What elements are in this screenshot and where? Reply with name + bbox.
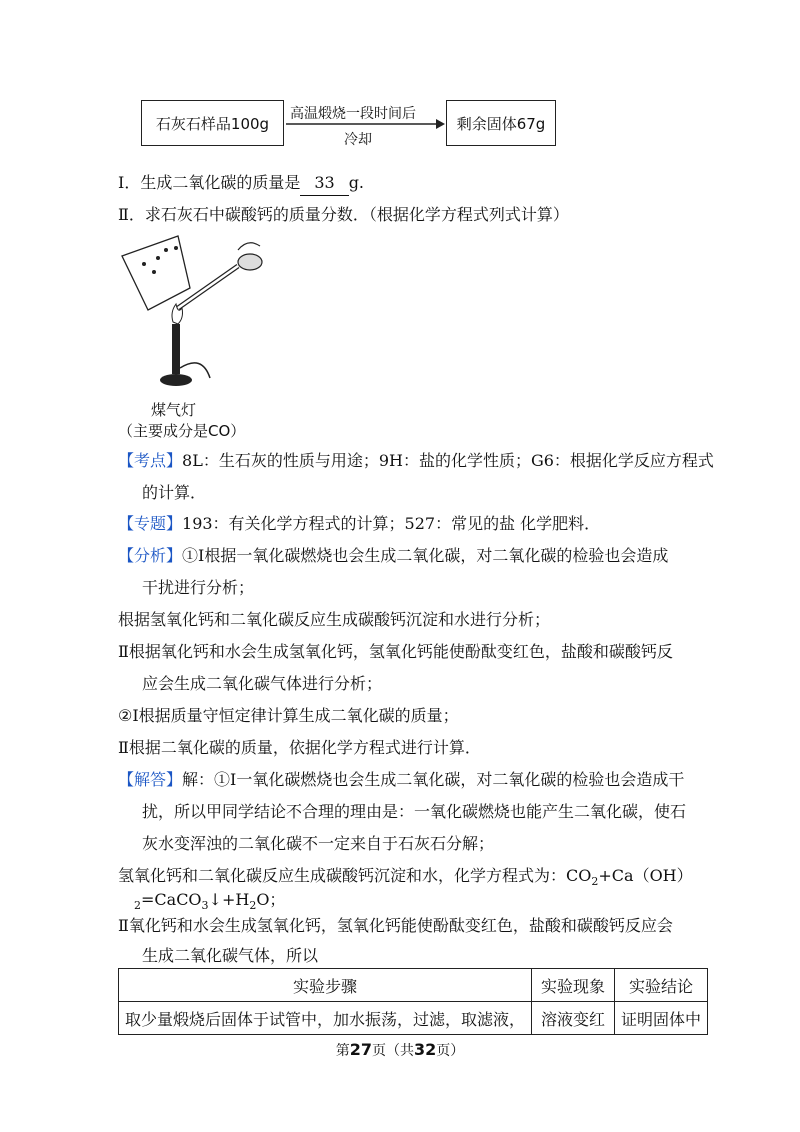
equation-part-3: =CaCO xyxy=(141,890,202,909)
kaodian-line-2: 的计算． xyxy=(142,483,207,502)
jieda-line-2: 扰，所以甲同学结论不合理的理由是：一氧化碳燃烧也能产生二氧化碳，使石 xyxy=(142,802,687,821)
footer-post: 页） xyxy=(436,1043,465,1059)
fenxi-line-4: Ⅱ根据氧化钙和水会生成氢氧化钙，氢氧化钙能使酚酞变红色，盐酸和碳酸钙反 xyxy=(118,642,673,661)
question-1-answer: 33 xyxy=(300,171,348,196)
flow-arrow-label-top: 高温煅烧一段时间后 xyxy=(290,106,416,122)
fenxi-line-5: 应会生成二氧化碳气体进行分析； xyxy=(142,674,383,693)
fenxi-line-1 xyxy=(118,544,668,568)
equation-part-4: ↓+H xyxy=(208,890,250,909)
equation-part-2: +Ca（OH） xyxy=(598,866,693,885)
equation-sub-2: 2 xyxy=(134,899,141,913)
kaodian-line-1 xyxy=(118,449,714,473)
question-2: Ⅱ．求石灰石中碳酸钙的质量分数．（根据化学方程式列式计算） xyxy=(118,205,569,224)
fenxi-text-1: ①Ⅰ根据一氧化碳燃烧也会生成二氧化碳，对二氧化碳的检验也会造成 xyxy=(182,546,669,565)
fenxi-tag: 【分析】 xyxy=(118,546,183,565)
question-1 xyxy=(118,171,364,196)
fenxi-line-6: ②Ⅰ根据质量守恒定律计算生成二氧化碳的质量； xyxy=(118,706,459,725)
zhuanti-text: 193：有关化学方程式的计算；527：常见的盐 化学肥料． xyxy=(182,514,601,533)
table-row xyxy=(119,1002,708,1035)
table-header-conclusion: 实验结论 xyxy=(615,969,708,1002)
footer-total-pages: 32 xyxy=(414,1040,437,1059)
flow-arrow-label-bottom: 冷却 xyxy=(344,132,372,148)
gas-lamp-label: 煤气灯 xyxy=(151,401,197,419)
table-cell-phenomenon: 溶液变红 xyxy=(532,1002,615,1035)
footer-pre: 第 xyxy=(335,1043,350,1059)
table-header-row xyxy=(119,969,708,1002)
fenxi-line-3: 根据氢氧化钙和二氧化碳反应生成碳酸钙沉淀和水进行分析； xyxy=(118,610,551,629)
flow-box-sample: 石灰石样品100g xyxy=(141,100,284,146)
question-1-suffix: g. xyxy=(348,173,365,192)
jieda-line-3: 灰水变浑浊的二氧化碳不一定来自于石灰石分解； xyxy=(142,834,495,853)
table-cell-steps: 取少量煅烧后固体于试管中，加水振荡，过滤，取滤液， xyxy=(119,1002,532,1035)
flow-box-residue: 剩余固体67g xyxy=(446,100,556,146)
equation-sub-3: 3 xyxy=(201,899,209,913)
zhuanti-tag: 【专题】 xyxy=(118,514,183,533)
equation-part-5: O； xyxy=(256,890,286,909)
table-header-phenomenon: 实验现象 xyxy=(532,969,615,1002)
jieda-line-6: Ⅱ氧化钙和水会生成氢氧化钙，氢氧化钙能使酚酞变红色，盐酸和碳酸钙反应会 xyxy=(118,916,673,935)
jieda-line-1 xyxy=(118,768,684,792)
gas-lamp-illustration xyxy=(118,228,278,398)
page-footer xyxy=(0,1040,800,1060)
footer-page-number: 27 xyxy=(349,1040,372,1059)
question-1-prefix: Ⅰ．生成二氧化碳的质量是 xyxy=(118,173,301,192)
kaodian-text: 8L：生石灰的性质与用途；9H：盐的化学性质；G6：根据化学反应方程式 xyxy=(182,451,714,470)
equation-sub-1: 2 xyxy=(591,875,599,889)
zhuanti-line xyxy=(118,512,600,536)
jieda-text-1: 解：①Ⅰ一氧化碳燃烧也会生成二氧化碳，对二氧化碳的检验也会造成干 xyxy=(182,770,685,789)
gas-lamp-caption: （主要成分是CO） xyxy=(118,422,246,440)
experiment-table xyxy=(118,968,708,1035)
equation-part-1: 氢氧化钙和二氧化碳反应生成碳酸钙沉淀和水，化学方程式为：CO xyxy=(118,866,592,885)
fenxi-line-7: Ⅱ根据二氧化碳的质量，依据化学方程式进行计算． xyxy=(118,738,481,757)
equation-sub-4: 2 xyxy=(249,899,257,913)
footer-mid: 页（共 xyxy=(372,1043,414,1059)
table-cell-conclusion: 证明固体中 xyxy=(615,1002,708,1035)
table-header-steps: 实验步骤 xyxy=(119,969,532,1002)
kaodian-tag: 【考点】 xyxy=(118,451,183,470)
jieda-line-7: 生成二氧化碳气体，所以 xyxy=(142,946,319,965)
jieda-tag: 【解答】 xyxy=(118,770,183,789)
fenxi-line-2: 干扰进行分析； xyxy=(142,578,255,597)
